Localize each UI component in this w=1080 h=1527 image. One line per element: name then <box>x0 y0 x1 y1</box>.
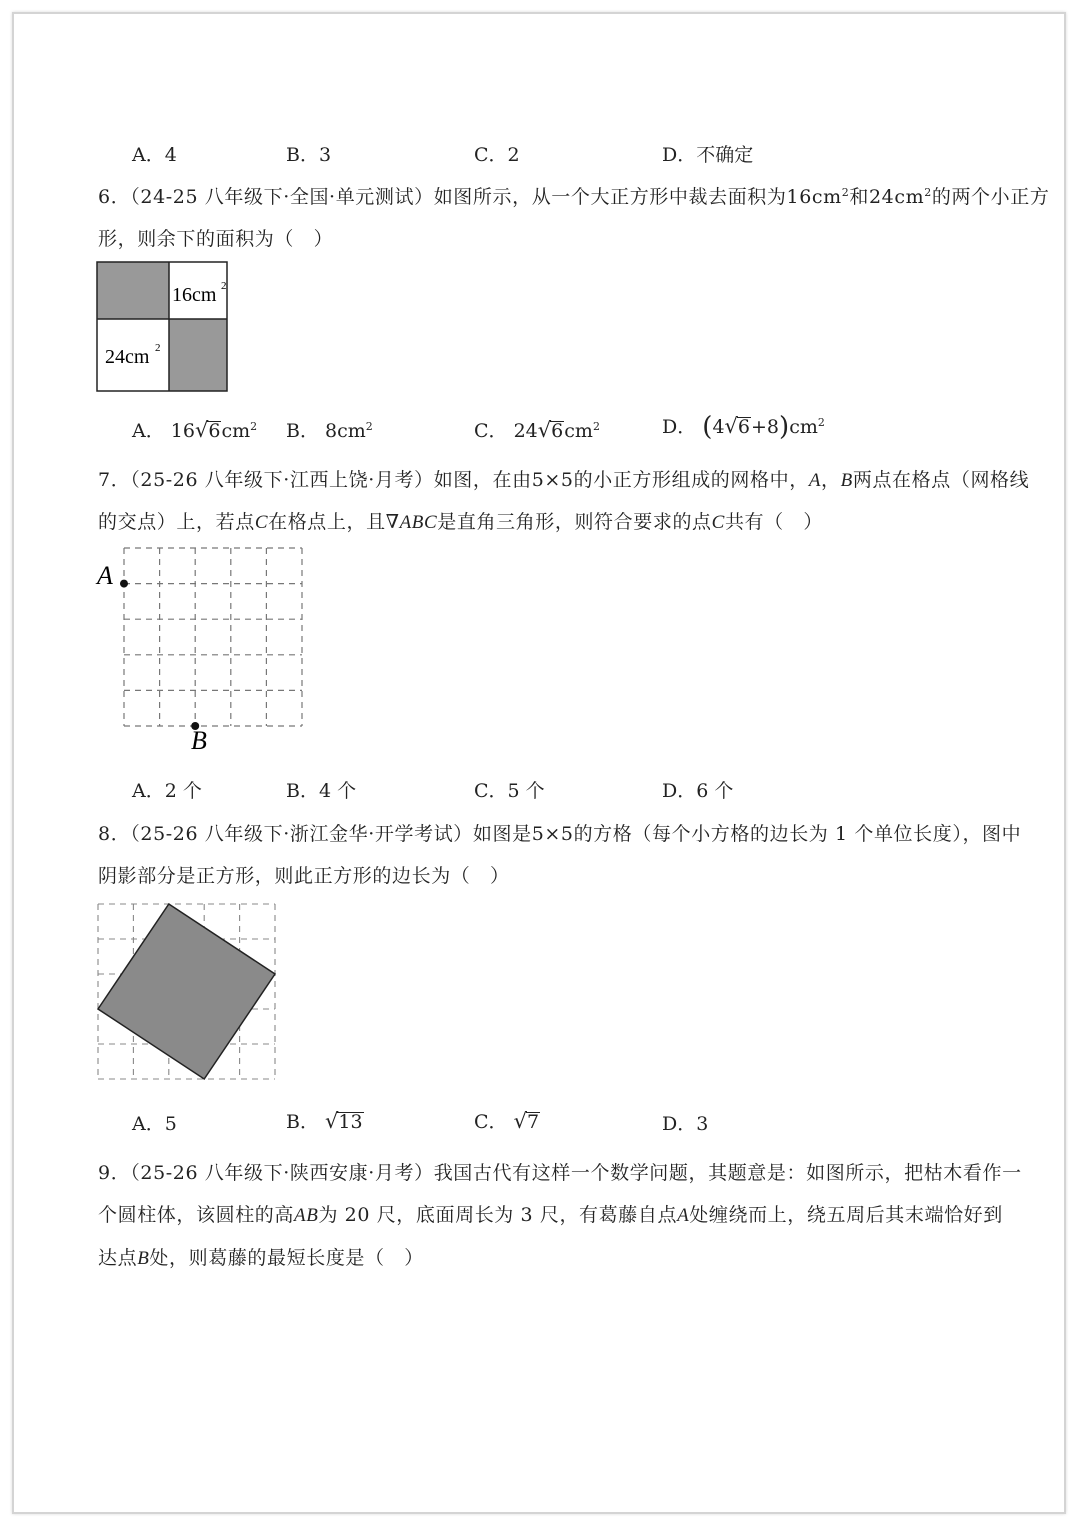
coefficient: 16 <box>170 420 195 442</box>
segment-label: AB <box>294 1205 319 1226</box>
dashed-grid <box>124 548 302 726</box>
label-a: A <box>97 561 113 590</box>
q6-stem-line1 <box>98 182 1049 209</box>
q6-option-c[interactable] <box>474 416 600 443</box>
triangle-label: ABC <box>399 512 438 533</box>
q8-option-c[interactable] <box>474 1107 540 1134</box>
q6-figure <box>96 261 230 394</box>
label-16cm-sup: 2 <box>221 280 227 292</box>
point-label: C <box>254 512 269 533</box>
option-letter: B． <box>286 144 319 166</box>
stem-text: 为 20 尺，底面周长为 3 尺，有葛藤自点 <box>318 1204 678 1226</box>
radicand: 6 <box>551 420 564 442</box>
option-letter: B． <box>286 420 319 442</box>
radical-sign: √ <box>513 1109 527 1133</box>
stem-text: 在格点上，且∇ <box>268 511 400 533</box>
q7-option-b[interactable] <box>286 776 356 803</box>
option-letter: D． <box>662 144 697 166</box>
question-source: （25-26 八年级下·江西上饶·月考） <box>130 469 434 491</box>
option-value: 3 <box>696 1113 709 1135</box>
stem-text: 达点 <box>98 1247 138 1269</box>
stem-text: 和 <box>849 186 869 208</box>
option-letter: B． <box>286 780 319 802</box>
stem-text: 处，则葛藤的最短长度是（ ） <box>149 1247 424 1269</box>
question-source: （24-25 八年级下·全国·单元测试） <box>130 186 434 208</box>
shaded-square <box>98 904 275 1079</box>
option-value: 4 个 <box>318 780 357 802</box>
stem-text: 是直角三角形，则符合要求的点 <box>437 511 712 533</box>
coefficient: 4 <box>712 416 725 438</box>
q6-option-b[interactable] <box>286 416 373 443</box>
coefficient: 24 <box>513 420 538 442</box>
q5-option-c[interactable] <box>474 140 520 167</box>
stem-text: 如图所示，从一个大正方形中裁去面积为 <box>433 186 787 208</box>
unit: cm <box>221 420 251 442</box>
shaded-square-bottom-right <box>169 319 227 391</box>
radicand: 6 <box>208 420 221 442</box>
option-letter: B． <box>286 1111 319 1133</box>
point-label: B <box>840 470 853 491</box>
q7-stem-line1 <box>98 465 1029 492</box>
stem-text: 共有（ ） <box>724 511 823 533</box>
label-24cm-sup: 2 <box>155 342 161 354</box>
superscript: 2 <box>924 186 932 199</box>
q7-option-d[interactable] <box>662 776 733 803</box>
option-letter: A． <box>132 144 165 166</box>
q5-option-d[interactable] <box>662 140 753 167</box>
label-24cm: 24cm <box>105 346 150 368</box>
q5-option-b[interactable] <box>286 140 331 167</box>
radical-sign: √ <box>194 418 209 442</box>
stem-text: ， <box>821 469 841 491</box>
q7-option-c[interactable] <box>474 776 545 803</box>
point-label: A <box>677 1205 690 1226</box>
radicand: 13 <box>338 1111 363 1133</box>
option-value: 5 个 <box>507 780 545 802</box>
stem-text: 如图，在由5×5的小正方形组成的网格中， <box>433 469 809 491</box>
radical-sign: √ <box>724 414 738 438</box>
stem-text: 个圆柱体，该圆柱的高 <box>98 1204 295 1226</box>
q8-option-b[interactable] <box>286 1107 364 1134</box>
option-letter: A． <box>132 780 165 802</box>
option-letter: C． <box>474 144 508 166</box>
point-label: A <box>808 470 822 491</box>
question-number: 8． <box>98 823 131 845</box>
radical-sign: √ <box>325 1109 339 1133</box>
option-letter: D． <box>662 1113 697 1135</box>
stem-text: 两点在格点（网格线 <box>852 469 1030 491</box>
label-b: B <box>191 726 207 755</box>
q9-stem-line1 <box>98 1158 1022 1185</box>
q7-stem-line2 <box>98 507 823 534</box>
option-letter: C． <box>474 1111 508 1133</box>
q6-option-a[interactable] <box>132 416 257 443</box>
option-value: 2 个 <box>164 780 202 802</box>
option-letter: A． <box>132 420 165 442</box>
q8-option-d[interactable] <box>662 1109 708 1136</box>
option-value: 6 个 <box>696 780 734 802</box>
radicand: 7 <box>526 1111 540 1133</box>
superscript: 2 <box>817 416 825 429</box>
q7-option-a[interactable] <box>132 776 202 803</box>
paren-close: ) <box>779 412 790 442</box>
q7-grid-figure <box>92 540 312 755</box>
superscript: 2 <box>841 186 850 199</box>
stem-text: 如图是5×5的方格（每个小方格的边长为 1 个单位长度），图中 <box>472 823 1022 845</box>
question-source: （25-26 八年级下·浙江金华·开学考试） <box>130 823 473 845</box>
label-16cm: 16cm <box>172 284 217 306</box>
option-letter: A． <box>132 1113 165 1135</box>
point-a-dot <box>120 580 128 588</box>
radical-sign: √ <box>537 418 552 442</box>
option-value: 5 <box>164 1113 177 1135</box>
q5-option-a[interactable] <box>132 140 177 167</box>
option-letter: D． <box>662 780 697 802</box>
shaded-square-top-left <box>97 262 169 319</box>
q8-stem-line2: 阴影部分是正方形，则此正方形的边长为（ ） <box>98 865 510 887</box>
unit: cm <box>789 416 818 438</box>
q9-stem-line3 <box>98 1243 424 1270</box>
question-source: （25-26 八年级下·陕西安康·月考） <box>130 1162 434 1184</box>
q8-grid-figure <box>96 902 278 1082</box>
option-value: 3 <box>318 144 332 166</box>
stem-text: 我国古代有这样一个数学问题，其题意是：如图所示，把枯木看作一 <box>433 1162 1022 1184</box>
stem-text: 的交点）上，若点 <box>98 511 255 533</box>
question-number: 9． <box>98 1162 131 1184</box>
radicand: 6 <box>737 416 751 438</box>
superscript: 2 <box>592 420 600 433</box>
option-value: 8cm <box>325 420 366 442</box>
q8-stem-line1 <box>98 819 1021 846</box>
superscript: 2 <box>250 420 258 433</box>
question-number: 6． <box>98 186 131 208</box>
option-value: 4 <box>164 144 177 166</box>
unit: cm <box>564 420 593 442</box>
stem-text: 处缠绕而上，绕五周后其末端恰好到 <box>689 1204 1003 1226</box>
question-number: 7． <box>98 469 131 491</box>
area-1: 16cm <box>786 186 842 208</box>
option-letter: C． <box>474 780 508 802</box>
area-2: 24cm <box>868 186 925 208</box>
constant: +8 <box>751 416 780 438</box>
stem-text: 的两个小正方 <box>931 186 1050 208</box>
point-label: B <box>137 1248 150 1269</box>
option-letter: C． <box>474 420 508 442</box>
point-label: C <box>711 512 725 533</box>
option-value: 2 <box>507 144 520 166</box>
q6-option-d[interactable] <box>662 412 825 442</box>
paren-open: ( <box>702 412 713 442</box>
q6-stem-line2: 形，则余下的面积为（ ） <box>98 228 334 250</box>
q9-stem-line2 <box>98 1200 1003 1227</box>
option-value: 不确定 <box>696 144 754 166</box>
q8-option-a[interactable] <box>132 1109 177 1136</box>
superscript: 2 <box>365 420 373 433</box>
option-letter: D． <box>662 416 697 438</box>
